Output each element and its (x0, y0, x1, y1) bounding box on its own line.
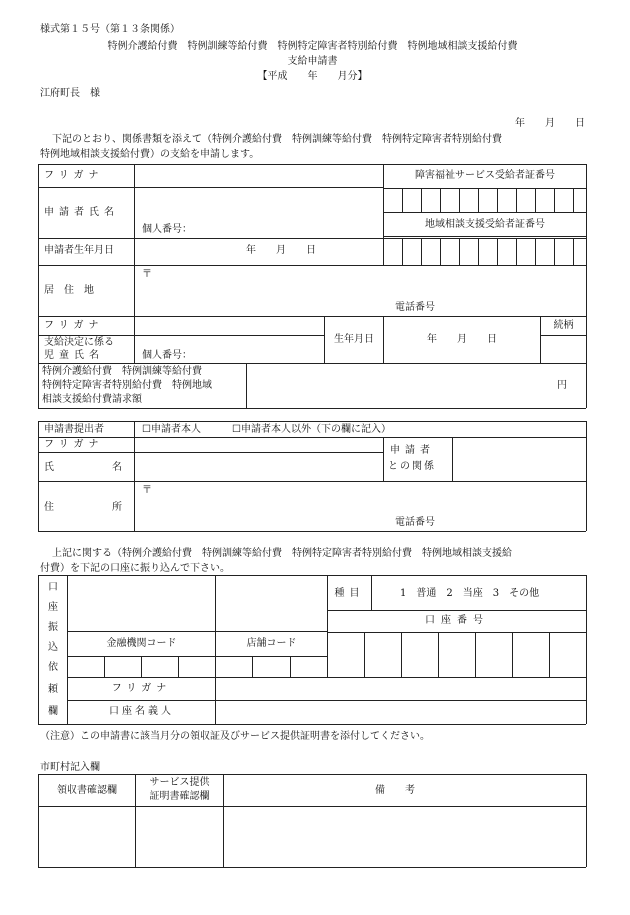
applicant-name-label: 申請者氏名 (44, 207, 119, 218)
child-birth-value: 年 月 日 (427, 334, 497, 345)
submitter-label: 申請書提出者 (44, 424, 104, 435)
applicant-birth-value: 年 月 日 (246, 245, 316, 256)
bank-side-label-6: 頼 (48, 684, 58, 695)
intro-text-2: 特例地域相談支援給付費）の支給を申請します。 (40, 149, 260, 160)
phone-label: 電話番号 (395, 302, 435, 313)
option-other-checkbox[interactable]: ☐申請者本人以外（下の欄に記入） (232, 424, 391, 435)
account-type-options: 1 普通 2 当座 3 その他 (400, 588, 540, 599)
child-birth-label: 生年月日 (334, 334, 374, 345)
service-cert-col: サービス提供 (149, 777, 210, 788)
child-name-label-2: 児童氏名 (44, 350, 104, 361)
submitter-postal-mark: 〒 (142, 485, 152, 496)
addressee: 江府町長 様 (40, 88, 100, 99)
account-holder-label: 口座名義人 (109, 706, 174, 717)
relation-to-applicant-label: 申請者 (390, 445, 435, 456)
form-subtitle: 支給申請書 (287, 56, 338, 67)
submitter-name-label: 氏名 (44, 462, 180, 473)
bank-side-label-1: 口 (48, 582, 58, 593)
bank-furigana-label: フリガナ (111, 683, 172, 694)
account-number-label: 口座番号 (425, 615, 489, 626)
form-title: 特例介護給付費 特例訓練等給付費 特例特定障害者特別給付費 特例地域相談支援給付費 (107, 41, 518, 52)
bank-intro-2: 付費）を下記の口座に振り込んで下さい。 (40, 563, 230, 574)
relation-label: 続柄 (553, 320, 574, 331)
cert-number-label: 障害福祉サービス受給者証番号 (415, 170, 555, 181)
bank-side-label-5: 依 (48, 662, 58, 673)
bank-intro: 上記に関する（特例介護給付費 特例訓練等給付費 特例特定障害者特別給付費 特例地域相談支援給 (52, 548, 512, 559)
date-line: 年 月 日 (515, 118, 585, 129)
submitter-phone-label: 電話番号 (395, 517, 435, 528)
submitter-furigana-label: フリガナ (44, 439, 104, 450)
receipt-check-col: 領収書確認欄 (57, 785, 117, 796)
child-personal-no: 個人番号： (142, 350, 192, 361)
applicant-personal-no: 個人番号： (142, 224, 192, 235)
relation-to-applicant-label-2: との関係 (388, 461, 436, 472)
bank-side-label-3: 振 (48, 622, 58, 633)
period: 【平成 年 月分】 (257, 71, 368, 82)
form-number: 様式第１５号（第１３条関係） (40, 24, 180, 35)
applicant-birth-label: 申請者生年月日 (44, 245, 114, 256)
option-self-checkbox[interactable]: ☐申請者本人 (142, 424, 201, 435)
applicant-furigana-label: フリガナ (44, 170, 104, 181)
remarks-col: 備考 (375, 785, 435, 796)
bank-side-label-4: 込 (48, 642, 58, 653)
claim-label: 特例介護給付費 特例訓練等給付費 (42, 366, 202, 377)
yen-unit: 円 (557, 380, 567, 391)
claim-label-3: 相談支援給付費請求額 (42, 394, 142, 405)
account-type-label: 種目 (334, 588, 365, 599)
service-cert-col-2: 証明書確認欄 (149, 791, 210, 802)
intro-text: 下記のとおり、関係書類を添えて（特例介護給付費 特例訓練等給付費 特例特定障害者特別給付費 (52, 134, 502, 145)
bank-side-label-2: 座 (48, 602, 58, 613)
bank-code-label: 金融機関コード (106, 638, 177, 649)
municipal-section-title: 市町村記入欄 (40, 762, 100, 773)
claim-label-2: 特例特定障害者特別給付費 特例地域 (42, 380, 212, 391)
bank-side-label-7: 欄 (48, 706, 58, 717)
chiiki-number-label: 地域相談支援受給者証番号 (425, 219, 545, 230)
postal-mark: 〒 (142, 269, 152, 280)
attachment-note: （注意）この申請書に該当月分の領収証及びサービス提供証明書を添付してください。 (40, 731, 430, 742)
submitter-address-label: 住所 (44, 502, 180, 513)
address-label: 居住地 (44, 285, 104, 296)
branch-code-label: 店舗コード (246, 638, 297, 649)
child-furigana-label: フリガナ (44, 320, 104, 331)
child-name-label: 支給決定に係る (44, 337, 114, 348)
